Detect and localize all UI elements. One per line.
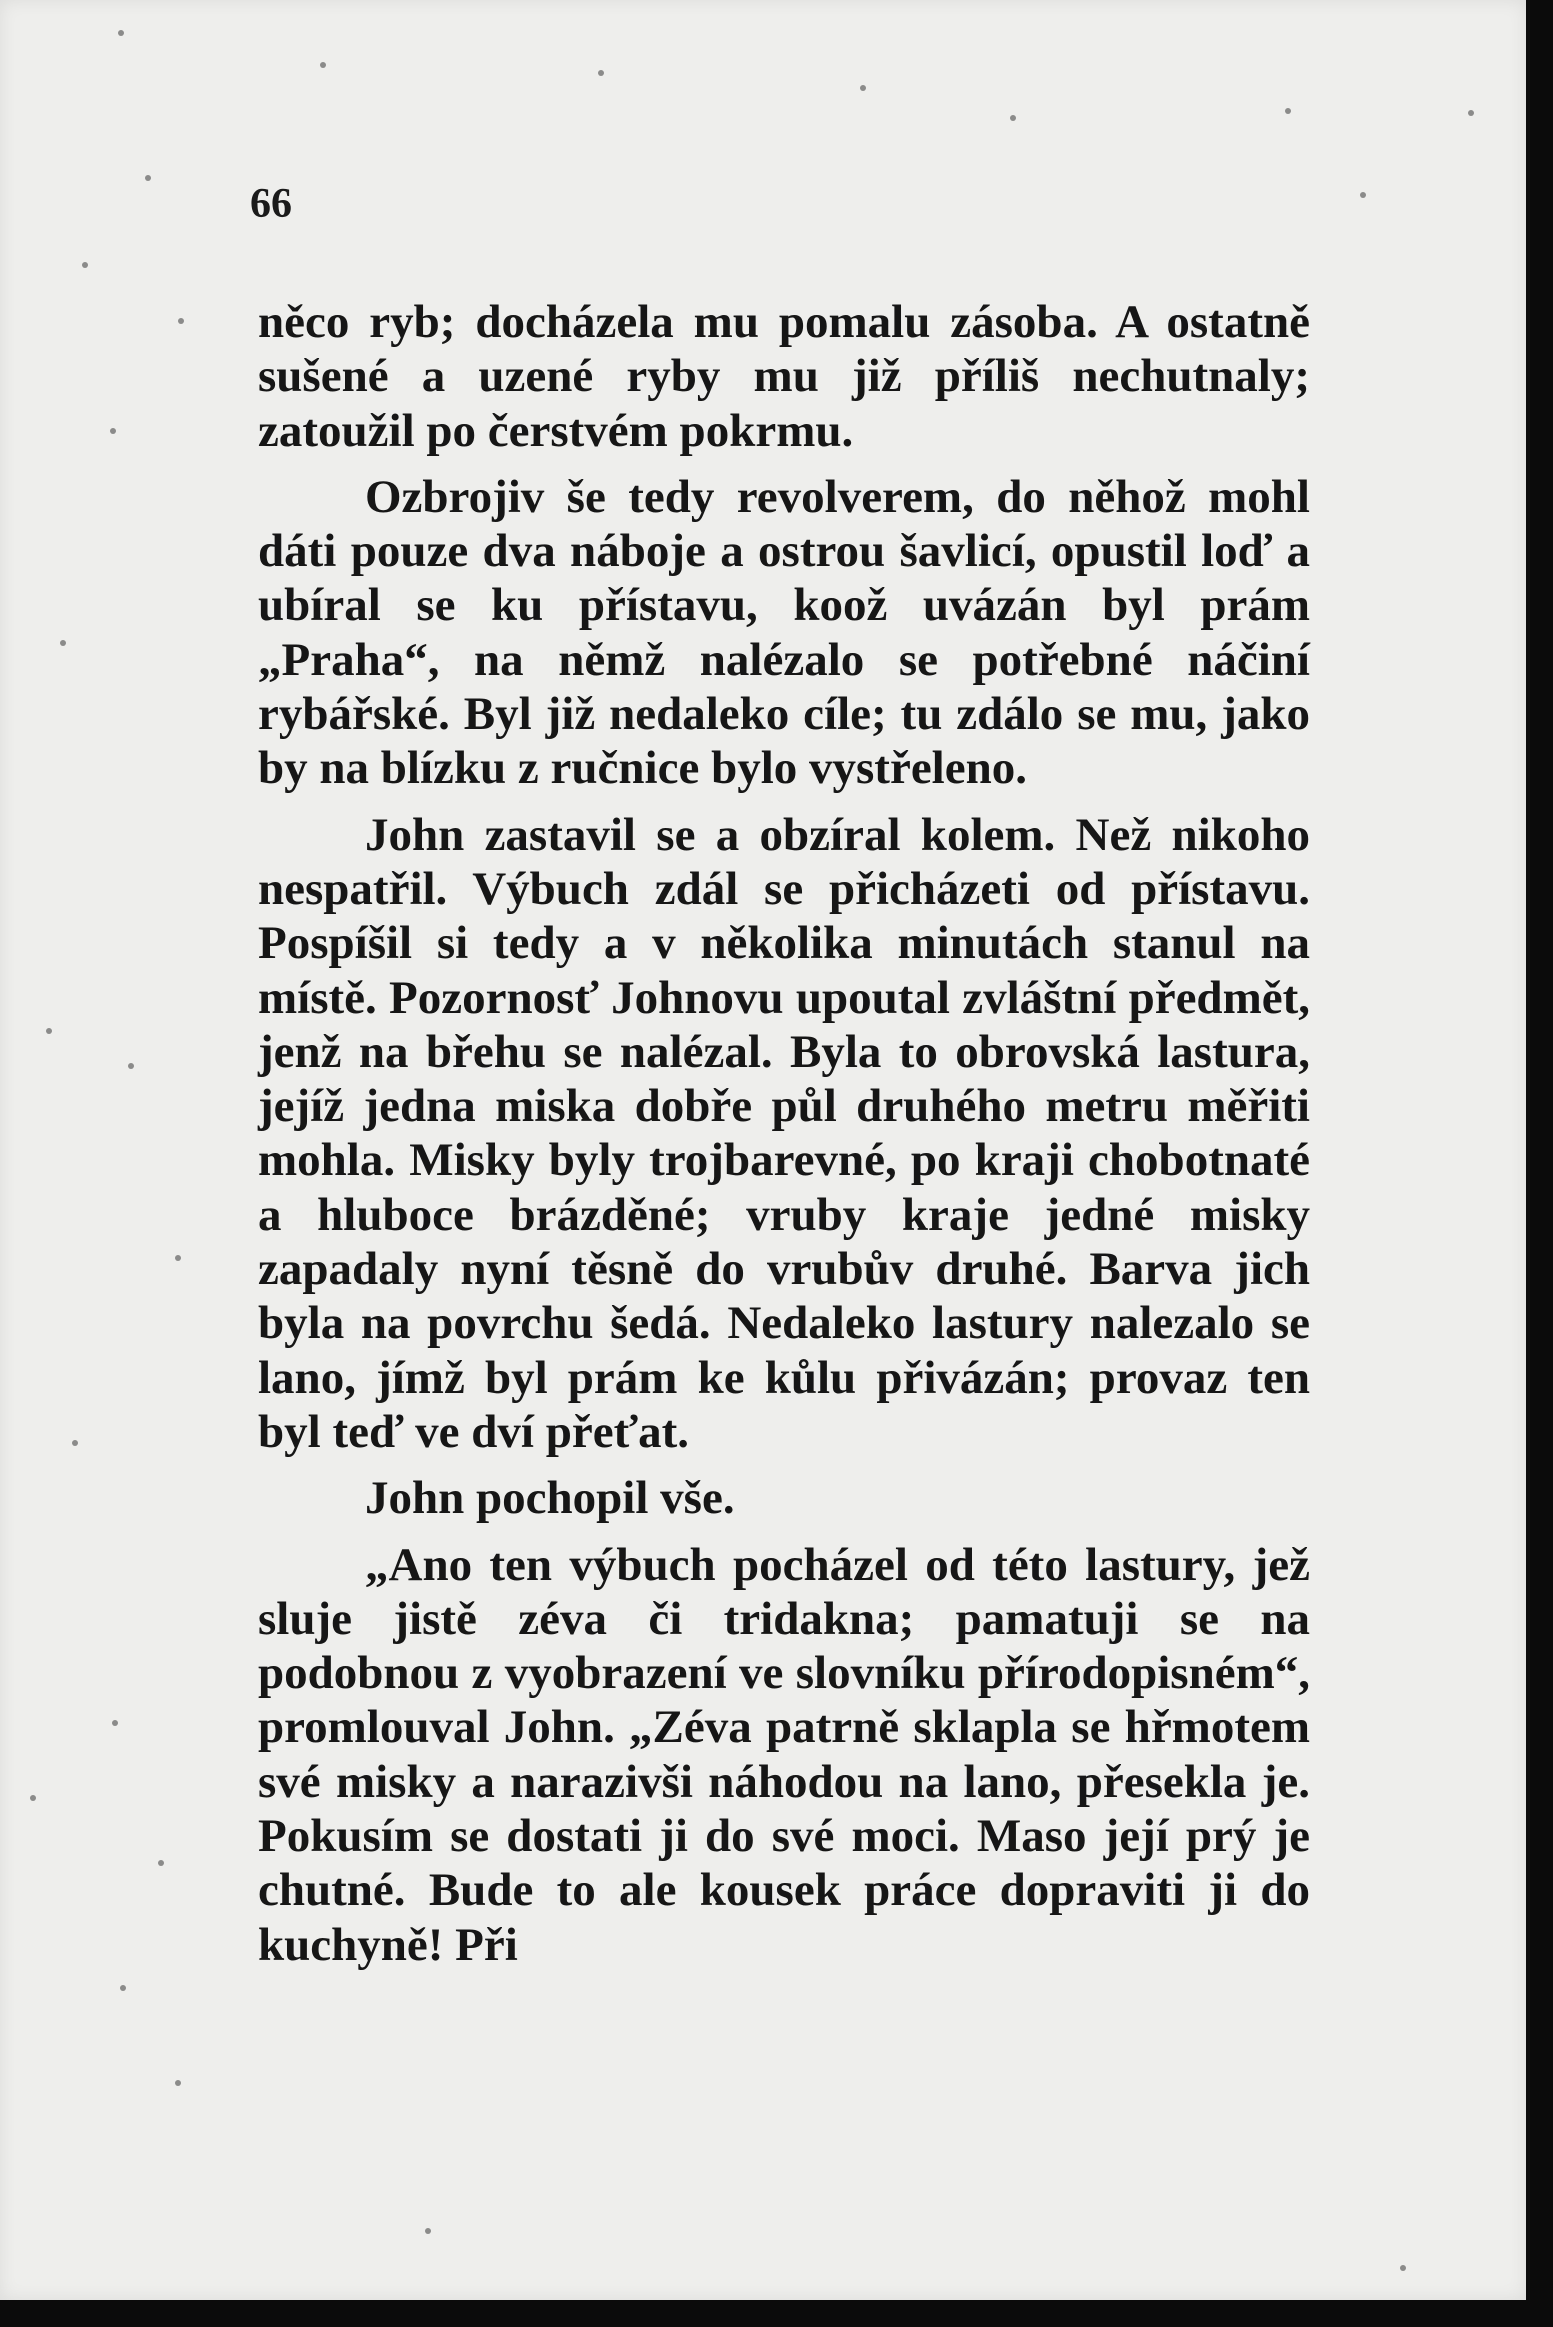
- scan-speck: [175, 1255, 181, 1261]
- scan-speck: [1010, 115, 1016, 121]
- scan-speck: [112, 1720, 118, 1726]
- paragraph-1: něco ryb; docházela mu pomalu zásoba. A ostatně sušené a uzené ryby mu již příliš nechutnaly; zatoužil po čerstvém pokrmu.: [258, 296, 1310, 457]
- scan-speck: [118, 30, 124, 36]
- page-number: 66: [250, 181, 292, 227]
- paragraph-2: Ozbrojiv še tedy revolverem, do něhož mohl dáti pouze dva náboje a ostrou šavlicí, opustil loď a ubíral se ku přístavu, koož uvázán byl prám „Praha“, na němž nalézalo se potřebné náčiní rybářské. Byl již nedaleko cíle; tu zdálo se mu, jako by na blízku z ručnice bylo vystřeleno.: [258, 470, 1310, 795]
- scan-border-right: [1526, 0, 1553, 2327]
- scan-speck: [425, 2228, 431, 2234]
- scan-speck: [1360, 192, 1366, 198]
- scan-speck: [1468, 110, 1474, 116]
- paragraph-4: John pochopil vše.: [365, 1472, 735, 1525]
- scan-speck: [175, 2080, 181, 2086]
- paragraph-3: John zastavil se a obzíral kolem. Než nikoho nespatřil. Výbuch zdál se přicházeti od přístavu. Pospíšil si tedy a v několika minutách stanul na místě. Pozornosť Johnovu upoutal zvláštní předmět, jenž na břehu se nalézal. Byla to obrovská lastura, jejíž jedna miska dobře půl druhého metru měřiti mohla. Misky byly trojbarevné, po kraji chobotnaté a hluboce brázděné; vruby kraje jedné misky zapadaly nyní těsně do vrubův druhé. Barva jich byla na povrchu šedá. Nedaleko lastury nalezalo se lano, jímž byl prám ke kůlu přivázán; provaz ten byl teď ve dví přeťat.: [258, 808, 1310, 1458]
- scan-speck: [178, 318, 184, 324]
- scan-speck: [145, 175, 151, 181]
- scan-speck: [60, 640, 66, 646]
- scan-speck: [320, 62, 326, 68]
- scan-speck: [120, 1985, 126, 1991]
- paragraph-5: „Ano ten výbuch pocházel od této lastury, jež sluje jistě zéva či tridakna; pamatuji se na podobnou z vyobrazení ve slovníku přírodopisném“, promlouval John. „Zéva patrně sklapla se hřmotem své misky a narazivši náhodou na lano, přesekla je. Pokusím se dostati ji do své moci. Maso její prý je chutné. Bude to ale kousek práce dopraviti ji do kuchyně! Při: [258, 1538, 1310, 1971]
- scan-speck: [110, 428, 116, 434]
- body-text: [258, 295, 1310, 1972]
- scan-speck: [860, 85, 866, 91]
- scan-speck: [82, 262, 88, 268]
- scan-speck: [72, 1440, 78, 1446]
- scan-speck: [1400, 2265, 1406, 2271]
- scan-speck: [128, 1063, 134, 1069]
- scan-speck: [598, 70, 604, 76]
- scan-speck: [30, 1795, 36, 1801]
- scan-speck: [158, 1860, 164, 1866]
- scan-speck: [46, 1028, 52, 1034]
- scan-border-bottom: [0, 2300, 1553, 2327]
- scan-speck: [1285, 108, 1291, 114]
